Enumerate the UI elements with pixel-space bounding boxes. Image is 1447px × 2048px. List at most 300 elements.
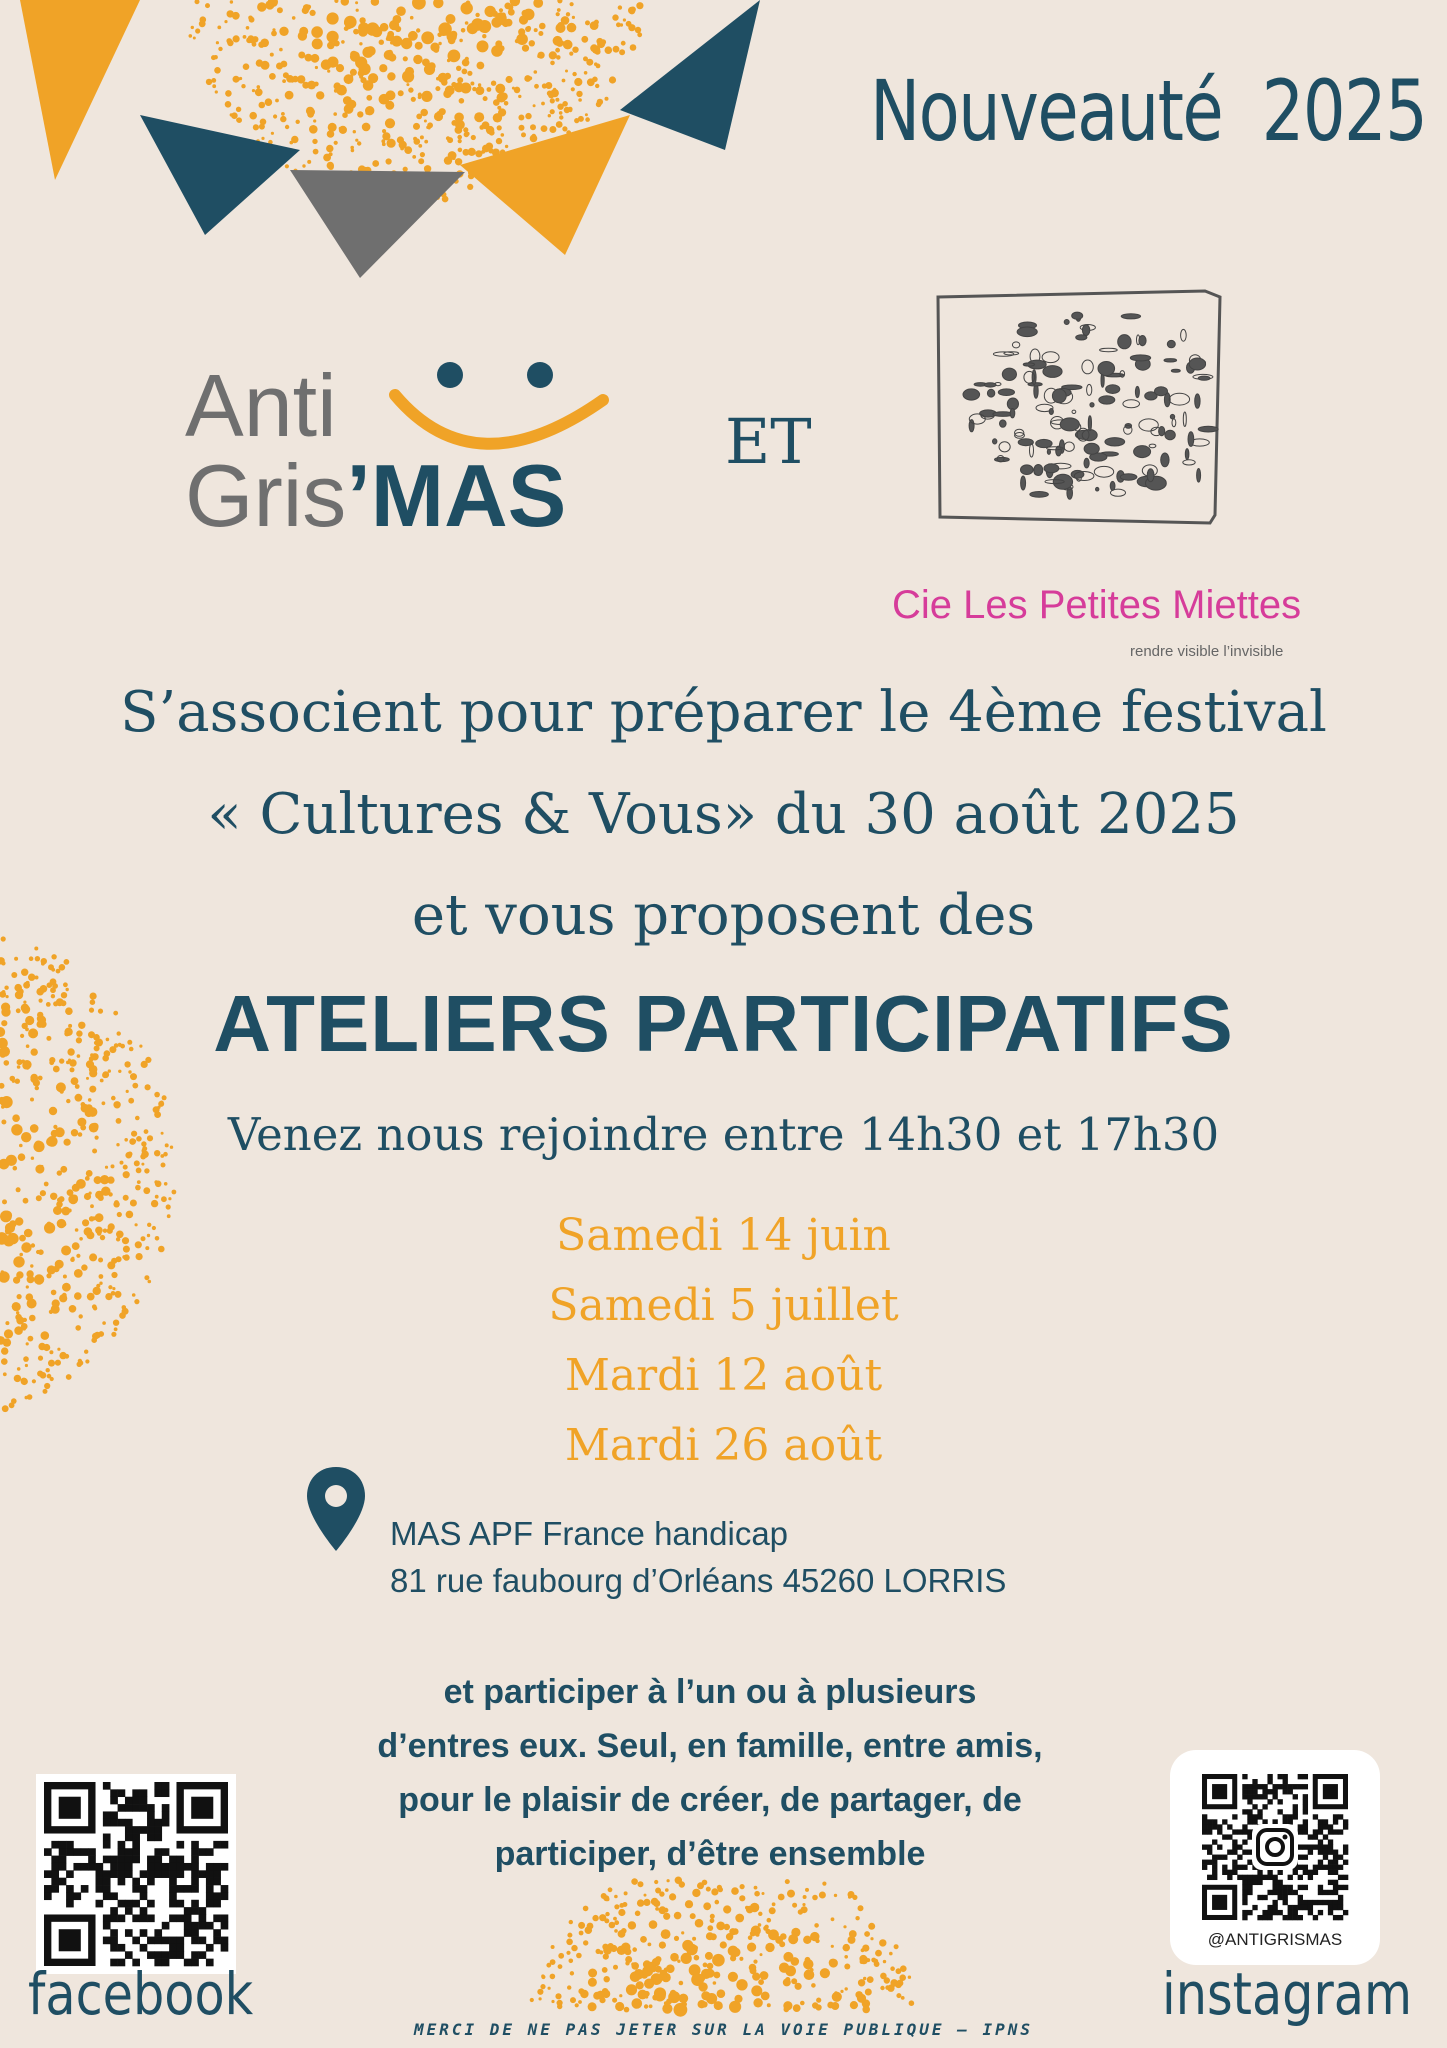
qr-module — [162, 1848, 170, 1856]
qr-module — [1262, 1804, 1267, 1809]
qr-module — [140, 1826, 148, 1834]
date-item: Mardi 26 août — [564, 1420, 883, 1471]
qr-module — [118, 1819, 126, 1827]
qr-module — [1298, 1844, 1303, 1849]
qr-module — [103, 1914, 111, 1922]
qr-module — [66, 1870, 74, 1878]
qr-module — [1227, 1875, 1232, 1880]
qr-module — [1257, 1784, 1262, 1789]
qr-module — [1328, 1905, 1333, 1910]
qr-module — [1207, 1829, 1212, 1834]
crumb-mark — [1164, 359, 1177, 362]
qr-module — [1252, 1794, 1257, 1799]
qr-module — [1242, 1774, 1247, 1779]
qr-module — [73, 1892, 81, 1900]
qr-module — [132, 1841, 140, 1849]
decorative-dot — [123, 1165, 128, 1170]
qr-module — [1267, 1890, 1272, 1895]
decorative-dot — [84, 1193, 91, 1200]
qr-module — [184, 1885, 192, 1893]
qr-module — [191, 1841, 199, 1849]
decorative-dot — [624, 1891, 628, 1895]
decorative-dot — [567, 1933, 572, 1938]
qr-module — [176, 1885, 184, 1893]
crumb-mark — [1056, 446, 1062, 456]
qr-module — [1293, 1794, 1298, 1799]
decorative-dot — [530, 1998, 534, 2002]
decorative-dot — [834, 1894, 837, 1897]
qr-module — [1278, 1799, 1283, 1804]
qr-module — [1338, 1895, 1343, 1900]
decorative-dot — [681, 1931, 684, 1934]
qr-module — [1212, 1875, 1217, 1880]
crumb-mark — [1098, 362, 1115, 376]
decorative-dot — [614, 1920, 619, 1925]
decorative-dot — [64, 959, 70, 965]
qr-module — [1323, 1865, 1328, 1870]
qr-module — [51, 1856, 59, 1864]
qr-module — [1237, 1829, 1242, 1834]
qr-module — [169, 1944, 177, 1952]
qr-module — [81, 1848, 89, 1856]
decorative-dot — [710, 1914, 715, 1919]
qr-module — [1293, 1870, 1298, 1875]
qr-module — [110, 1797, 118, 1805]
decorative-dot — [123, 1195, 129, 1201]
crumb-mark — [1139, 419, 1158, 431]
qr-module — [118, 1841, 126, 1849]
qr-module — [191, 1856, 199, 1864]
crumb-mark — [1123, 400, 1140, 408]
decorative-dot — [793, 2004, 801, 2012]
qr-module — [1247, 1789, 1252, 1794]
qr-module — [1237, 1865, 1242, 1870]
decorative-dot — [714, 1972, 721, 1979]
qr-module — [147, 1900, 155, 1908]
decorative-dot — [14, 957, 18, 961]
qr-module — [1343, 1850, 1348, 1855]
qr-module — [1318, 1839, 1323, 1844]
invitation-line: participer, d’être ensemble — [494, 1835, 926, 1873]
decorative-dot — [758, 1912, 762, 1916]
crumb-mark — [1042, 352, 1059, 363]
decorative-dot — [107, 1261, 115, 1269]
qr-module — [132, 1848, 140, 1856]
qr-module — [206, 1892, 214, 1900]
decorative-dot — [802, 1903, 805, 1906]
petites-miettes-logo-art — [930, 285, 1290, 535]
qr-module — [1272, 1905, 1277, 1910]
decorative-dot — [47, 1265, 56, 1274]
headline-line-2: « Cultures & Vous» du 30 août 2025 — [207, 782, 1240, 847]
decorative-dot — [28, 1336, 34, 1342]
qr-module — [96, 1900, 104, 1908]
qr-module — [1262, 1784, 1267, 1789]
decorative-dot — [575, 2003, 579, 2007]
qr-module — [1303, 1905, 1308, 1910]
facebook-qr-code[interactable] — [44, 1782, 228, 1966]
crumb-mark — [1072, 410, 1076, 413]
qr-module — [1283, 1774, 1288, 1779]
qr-module — [1227, 1850, 1232, 1855]
decorative-dot — [624, 2007, 630, 2013]
qr-module — [118, 1944, 126, 1952]
decorative-dot — [720, 1941, 727, 1948]
decorative-dot — [609, 1922, 616, 1929]
qr-module — [1328, 1900, 1333, 1905]
qr-module — [140, 1804, 148, 1812]
qr-module — [140, 1789, 148, 1797]
decorative-dot — [12, 1080, 15, 1083]
qr-module — [125, 1870, 133, 1878]
qr-module — [103, 1870, 111, 1878]
decorative-dot — [48, 964, 54, 970]
decorative-dot — [15, 1079, 20, 1084]
qr-finder — [191, 1797, 213, 1819]
qr-module — [1217, 1824, 1222, 1829]
qr-module — [118, 1870, 126, 1878]
qr-module — [1323, 1900, 1328, 1905]
qr-module — [1318, 1900, 1323, 1905]
qr-module — [59, 1848, 67, 1856]
decorative-dot — [16, 1271, 23, 1278]
qr-module — [1283, 1895, 1288, 1900]
decorative-dot — [681, 1953, 692, 1964]
decorative-dot — [800, 2001, 805, 2006]
et-connector: ET — [725, 405, 812, 478]
decorative-dot — [690, 1913, 696, 1919]
crumb-mark — [963, 389, 980, 400]
qr-module — [110, 1789, 118, 1797]
qr-module — [59, 1841, 67, 1849]
qr-module — [1333, 1814, 1338, 1819]
qr-module — [1323, 1824, 1328, 1829]
qr-module — [1293, 1910, 1298, 1915]
qr-module — [118, 1900, 126, 1908]
decorative-dot — [909, 2000, 915, 2006]
decorative-dot — [754, 1891, 760, 1897]
qr-module — [1217, 1844, 1222, 1849]
qr-module — [176, 1900, 184, 1908]
qr-module — [206, 1848, 214, 1856]
qr-module — [221, 1841, 229, 1849]
qr-module — [1328, 1850, 1333, 1855]
decorative-dot — [614, 1895, 618, 1899]
qr-module — [125, 1819, 133, 1827]
decorative-dot — [659, 1906, 667, 1914]
qr-module — [1343, 1860, 1348, 1865]
decorative-dot — [66, 1099, 70, 1103]
qr-module — [1308, 1875, 1313, 1880]
qr-module — [1323, 1855, 1328, 1860]
decorative-dot — [638, 1881, 644, 1887]
qr-module — [1323, 1819, 1328, 1824]
decorative-dot — [908, 1976, 911, 1979]
decorative-dot — [740, 1958, 743, 1961]
decorative-dot — [655, 1956, 661, 1962]
qr-module — [103, 1878, 111, 1886]
qr-module — [66, 1900, 74, 1908]
qr-module — [125, 1907, 133, 1915]
decorative-dot — [723, 1905, 731, 1913]
qr-module — [1283, 1885, 1288, 1890]
qr-module — [51, 1863, 59, 1871]
qr-module — [162, 1804, 170, 1812]
decorative-dot — [541, 1975, 545, 1979]
decorative-dot — [30, 1098, 34, 1102]
decorative-dot — [588, 2002, 597, 2011]
qr-module — [103, 1856, 111, 1864]
decorative-dot — [858, 1979, 865, 1986]
qr-module — [110, 1892, 118, 1900]
qr-module — [1257, 1870, 1262, 1875]
qr-module — [221, 1944, 229, 1952]
decorative-dot — [801, 1906, 808, 1913]
decorative-dot — [679, 1881, 685, 1887]
crumb-mark — [1064, 442, 1074, 451]
decorative-dot — [783, 2001, 792, 2010]
decorative-dot — [843, 1925, 846, 1928]
qr-module — [176, 1841, 184, 1849]
decorative-dot — [711, 1888, 718, 1895]
decorative-dot — [761, 1992, 770, 2001]
qr-module — [1207, 1875, 1212, 1880]
qr-module — [1247, 1880, 1252, 1885]
qr-module — [1333, 1870, 1338, 1875]
crumb-mark — [1099, 396, 1115, 404]
decorative-dot — [858, 1905, 864, 1911]
decorative-dot — [583, 1940, 588, 1945]
qr-module — [1212, 1870, 1217, 1875]
qr-module — [81, 1863, 89, 1871]
qr-module — [1262, 1794, 1267, 1799]
decorative-dot — [551, 2000, 554, 2003]
qr-module — [1338, 1915, 1343, 1920]
qr-module — [1257, 1880, 1262, 1885]
qr-module — [1308, 1850, 1313, 1855]
qr-module — [1232, 1814, 1237, 1819]
decorative-dot — [631, 1962, 635, 1966]
decorative-dot — [717, 1885, 722, 1890]
qr-module — [1298, 1900, 1303, 1905]
qr-module — [1303, 1865, 1308, 1870]
qr-module — [1257, 1809, 1262, 1814]
qr-module — [110, 1914, 118, 1922]
crumb-mark — [998, 389, 1014, 396]
decorative-dot — [614, 1929, 618, 1933]
qr-module — [191, 1900, 199, 1908]
decorative-dot — [695, 1890, 699, 1894]
qr-module — [1242, 1885, 1247, 1890]
qr-module — [140, 1797, 148, 1805]
qr-module — [184, 1863, 192, 1871]
qr-module — [1252, 1784, 1257, 1789]
crumb-mark — [1118, 335, 1131, 349]
qr-module — [1272, 1875, 1277, 1880]
decorative-dot — [674, 1912, 682, 1920]
logo-mas-word: MAS — [370, 446, 567, 545]
qr-module — [176, 1870, 184, 1878]
qr-module — [1288, 1910, 1293, 1915]
decorative-dot — [849, 1930, 857, 1938]
qr-module — [1308, 1844, 1313, 1849]
qr-module — [1288, 1885, 1293, 1890]
decorative-dot — [900, 1965, 907, 1972]
decorative-dot — [710, 1918, 715, 1923]
crumb-mark — [993, 439, 997, 444]
decorative-dot — [566, 1951, 570, 1955]
qr-module — [96, 1870, 104, 1878]
antigrismas-logo — [185, 355, 625, 555]
decorative-dot — [628, 1921, 636, 1929]
decorative-dot — [588, 1978, 597, 1987]
qr-module — [191, 1878, 199, 1886]
decorative-dot — [168, 1197, 171, 1200]
decorative-dot — [785, 1977, 790, 1982]
crumb-mark — [1155, 387, 1168, 396]
qr-module — [162, 1782, 170, 1790]
qr-module — [221, 1937, 229, 1945]
decorative-dot — [848, 1891, 855, 1898]
qr-module — [1298, 1915, 1303, 1920]
decorative-dot — [89, 1086, 96, 1093]
qr-module — [1338, 1829, 1343, 1834]
qr-module — [1242, 1900, 1247, 1905]
decorative-dot — [751, 1985, 762, 1996]
qr-module — [1293, 1814, 1298, 1819]
crumb-mark — [1135, 386, 1139, 397]
qr-module — [1338, 1814, 1343, 1819]
decorative-dot — [111, 1164, 115, 1168]
decorative-dot — [803, 1936, 811, 1944]
qr-module — [1202, 1814, 1207, 1819]
qr-module — [154, 1856, 162, 1864]
qr-module — [1262, 1910, 1267, 1915]
decorative-dot — [578, 1922, 585, 1929]
qr-module — [1333, 1880, 1338, 1885]
crumb-mark — [1106, 385, 1120, 394]
decorative-dot — [75, 1094, 83, 1102]
decorative-dot — [625, 1961, 629, 1965]
qr-module — [1318, 1850, 1323, 1855]
qr-module — [1283, 1814, 1288, 1819]
qr-module — [1323, 1844, 1328, 1849]
qr-module — [59, 1856, 67, 1864]
decorative-dot — [792, 1903, 797, 1908]
decorative-dot — [779, 1941, 785, 1947]
qr-module — [1328, 1829, 1333, 1834]
decorative-dot — [614, 1904, 619, 1909]
qr-module — [1288, 1814, 1293, 1819]
decorative-dot — [107, 1176, 114, 1183]
decorative-dot — [754, 1886, 758, 1890]
qr-module — [1288, 1784, 1293, 1789]
qr-module — [1298, 1875, 1303, 1880]
decorative-dot — [769, 1907, 776, 1914]
headline-line-3: et vous proposent des — [411, 883, 1036, 948]
decorative-dot — [694, 1955, 700, 1961]
qr-module — [1262, 1875, 1267, 1880]
qr-module — [1293, 1804, 1298, 1809]
decorative-dot — [883, 1960, 886, 1963]
decorative-dot — [143, 1187, 150, 1194]
qr-module — [1242, 1829, 1247, 1834]
crumb-mark — [1082, 360, 1093, 374]
decorative-dot — [822, 1882, 826, 1886]
crumb-mark — [1134, 446, 1151, 458]
qr-module — [1278, 1885, 1283, 1890]
qr-module — [125, 1804, 133, 1812]
qr-module — [1303, 1855, 1308, 1860]
decorative-dot — [654, 1990, 666, 2002]
qr-module — [1202, 1824, 1207, 1829]
decorative-dot — [570, 1997, 576, 2003]
qr-module — [1272, 1784, 1277, 1789]
qr-module — [1232, 1870, 1237, 1875]
decorative-dot — [558, 1953, 564, 1959]
decorative-dot — [111, 1332, 116, 1337]
qr-module — [154, 1834, 162, 1842]
decorative-dot — [692, 1937, 696, 1941]
qr-module — [1267, 1789, 1272, 1794]
qr-module — [132, 1826, 140, 1834]
qr-module — [44, 1885, 52, 1893]
qr-module — [162, 1789, 170, 1797]
qr-module — [176, 1856, 184, 1864]
decorative-dot — [814, 1923, 819, 1928]
qr-module — [44, 1848, 52, 1856]
crumb-mark — [1121, 314, 1140, 319]
decorative-dot — [622, 1902, 627, 1907]
decorative-dot — [659, 1891, 664, 1896]
qr-module — [1252, 1779, 1257, 1784]
decorative-dot — [901, 1996, 905, 2000]
decorative-dot — [569, 1920, 573, 1924]
qr-module — [199, 1848, 207, 1856]
qr-module — [132, 1856, 140, 1864]
qr-module — [1303, 1900, 1308, 1905]
decorative-dot — [98, 1195, 104, 1201]
qr-module — [1278, 1774, 1283, 1779]
qr-module — [1278, 1809, 1283, 1814]
crumb-mark — [1167, 340, 1175, 347]
qr-module — [191, 1929, 199, 1937]
qr-module — [66, 1841, 74, 1849]
crumb-mark — [1047, 449, 1050, 454]
decorative-dot — [819, 1892, 826, 1899]
qr-module — [1313, 1844, 1318, 1849]
decorative-dot — [859, 1955, 867, 1963]
decorative-dot — [703, 1963, 708, 1968]
qr-module — [1217, 1855, 1222, 1860]
qr-module — [1207, 1844, 1212, 1849]
decorative-dot — [606, 1898, 610, 1902]
qr-module — [169, 1863, 177, 1871]
decorative-dot — [649, 1920, 658, 1929]
decorative-dot — [605, 1912, 609, 1916]
decorative-dot — [731, 1887, 739, 1895]
qr-module — [51, 1885, 59, 1893]
qr-module — [1247, 1809, 1252, 1814]
instagram-label: instagram — [1162, 1960, 1412, 2028]
qr-module — [1298, 1829, 1303, 1834]
decorative-dot — [71, 1077, 79, 1085]
qr-module — [110, 1937, 118, 1945]
qr-module — [213, 1841, 221, 1849]
decorative-dot — [803, 1895, 807, 1899]
qr-module — [1242, 1875, 1247, 1880]
instagram-qr-card[interactable] — [1170, 1750, 1380, 1965]
